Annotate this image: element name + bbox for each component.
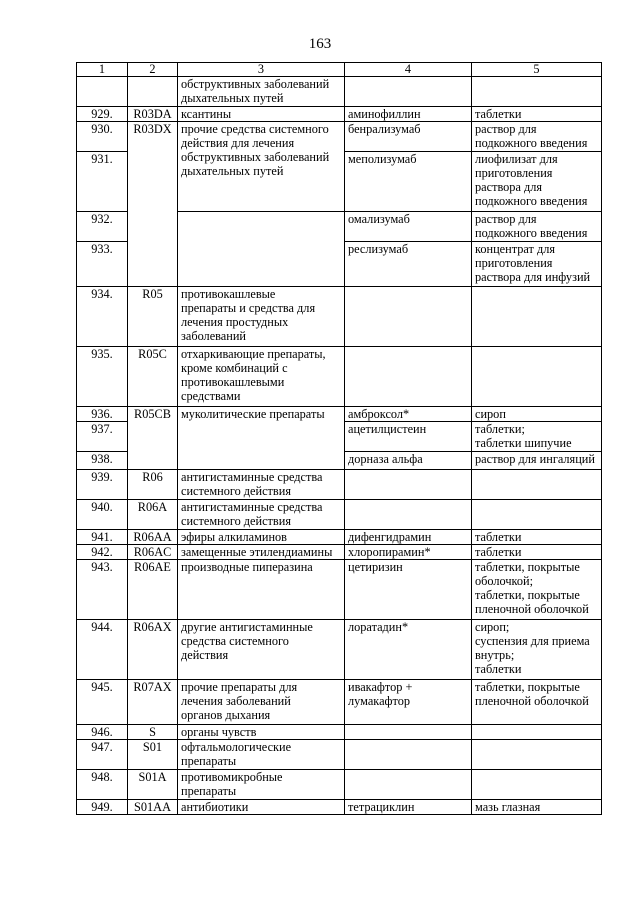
dosage-form-line: подкожного введения <box>475 136 588 150</box>
row-number: 930. <box>77 122 128 152</box>
drug-name-line: цетиризин <box>348 560 403 574</box>
table-body <box>77 77 602 815</box>
atc-code: R03DA <box>128 107 178 122</box>
drug-name <box>345 107 472 122</box>
group-name-line: лечения простудных <box>181 315 289 329</box>
group-name <box>178 407 345 470</box>
row-number: 949. <box>77 800 128 815</box>
table-row <box>77 122 602 152</box>
drug-name-line: бенрализумаб <box>348 122 421 136</box>
group-name <box>178 620 345 680</box>
group-name-line: прочие средства системного <box>181 122 329 136</box>
group-name-line: противокашлевые <box>181 287 276 301</box>
row-number: 936. <box>77 407 128 422</box>
dosage-form-line: подкожного введения <box>475 226 588 240</box>
drug-name <box>345 452 472 470</box>
dosage-form <box>472 212 602 242</box>
table-row <box>77 77 602 107</box>
row-number: 947. <box>77 740 128 770</box>
atc-code: S01A <box>128 770 178 800</box>
atc-code: R06AC <box>128 545 178 560</box>
row-number: 940. <box>77 500 128 530</box>
group-name-line: системного действия <box>181 514 291 528</box>
group-name <box>178 77 345 107</box>
drug-name-line: дорназа альфа <box>348 452 423 466</box>
dosage-form-line: таблетки, покрытые <box>475 680 580 694</box>
group-name <box>178 122 345 212</box>
drug-name-line: тетрациклин <box>348 800 415 814</box>
dosage-form-line: приготовления <box>475 166 553 180</box>
dosage-form-line: таблетки, покрытые <box>475 560 580 574</box>
atc-code: R06AE <box>128 560 178 620</box>
page-number: 163 <box>308 36 332 52</box>
group-name-line: дыхательных путей <box>181 91 284 105</box>
dosage-form <box>472 107 602 122</box>
dosage-form <box>472 620 602 680</box>
drug-name <box>345 77 472 107</box>
table-row <box>77 545 602 560</box>
atc-code: R06 <box>128 470 178 500</box>
dosage-form-line: сироп; <box>475 620 510 634</box>
drug-name-line: ивакафтор + <box>348 680 413 694</box>
atc-code: R05 <box>128 287 178 347</box>
drug-name <box>345 620 472 680</box>
row-number: 945. <box>77 680 128 725</box>
group-name-line: ксантины <box>181 107 232 121</box>
dosage-form-line: таблетки <box>475 107 522 121</box>
drug-name <box>345 800 472 815</box>
dosage-form-line: раствора для <box>475 180 543 194</box>
group-name-line: обструктивных заболеваний <box>181 77 330 91</box>
atc-code: R06A <box>128 500 178 530</box>
group-name-line: эфиры алкиламинов <box>181 530 287 544</box>
dosage-form <box>472 407 602 422</box>
dosage-form <box>472 500 602 530</box>
group-name-line: антибиотики <box>181 800 249 814</box>
row-number <box>77 77 128 107</box>
table-row <box>77 347 602 407</box>
drug-name <box>345 122 472 152</box>
group-name-line: кроме комбинаций с <box>181 361 288 375</box>
dosage-form <box>472 152 602 212</box>
dosage-form <box>472 242 602 287</box>
drug-name-line: дифенгидрамин <box>348 530 432 544</box>
drug-name <box>345 407 472 422</box>
column-header: 5 <box>472 63 602 77</box>
drug-name <box>345 740 472 770</box>
atc-code: R07AX <box>128 680 178 725</box>
table-row <box>77 407 602 422</box>
row-number: 938. <box>77 452 128 470</box>
row-number: 948. <box>77 770 128 800</box>
group-name-line: противокашлевыми <box>181 375 285 389</box>
table-row <box>77 680 602 725</box>
dosage-form-line: таблетки; <box>475 422 525 436</box>
row-number: 939. <box>77 470 128 500</box>
group-name-line: действия <box>181 648 229 662</box>
group-name <box>178 800 345 815</box>
group-name <box>178 770 345 800</box>
group-name-line: лечения заболеваний <box>181 694 291 708</box>
table-row <box>77 620 602 680</box>
dosage-form-line: внутрь; <box>475 648 515 662</box>
dosage-form <box>472 77 602 107</box>
dosage-form <box>472 470 602 500</box>
atc-code: S01AA <box>128 800 178 815</box>
table-row <box>77 800 602 815</box>
table-row <box>77 740 602 770</box>
group-name <box>178 560 345 620</box>
row-number: 931. <box>77 152 128 212</box>
dosage-form <box>472 287 602 347</box>
group-name-line: антигистаминные средства <box>181 470 323 484</box>
drug-name-line: омализумаб <box>348 212 410 226</box>
group-name-line: системного действия <box>181 484 291 498</box>
dosage-form-line: оболочкой; <box>475 574 534 588</box>
atc-code: S <box>128 725 178 740</box>
group-name <box>178 545 345 560</box>
dosage-form <box>472 530 602 545</box>
table-row <box>77 107 602 122</box>
dosage-form <box>472 422 602 452</box>
row-number: 941. <box>77 530 128 545</box>
dosage-form-line: мазь глазная <box>475 800 541 814</box>
row-number: 932. <box>77 212 128 242</box>
row-number: 943. <box>77 560 128 620</box>
drug-name-line: аминофиллин <box>348 107 421 121</box>
table-row <box>77 287 602 347</box>
drug-name <box>345 470 472 500</box>
group-name <box>178 470 345 500</box>
group-name-line: замещенные этилендиамины <box>181 545 333 559</box>
group-name <box>178 500 345 530</box>
group-name-line: муколитические препараты <box>181 407 325 421</box>
group-name <box>178 107 345 122</box>
group-name-line: органов дыхания <box>181 708 271 722</box>
drug-name-line: амброксол* <box>348 407 410 421</box>
drug-name <box>345 287 472 347</box>
dosage-form <box>472 680 602 725</box>
dosage-form-line: таблетки, покрытые <box>475 588 580 602</box>
group-name-line: препараты <box>181 784 237 798</box>
dosage-form-line: пленочной оболочкой <box>475 602 589 616</box>
dosage-form <box>472 770 602 800</box>
drug-name <box>345 212 472 242</box>
drug-list-table <box>76 62 602 815</box>
group-name-line: препараты и средства для <box>181 301 316 315</box>
drug-name <box>345 152 472 212</box>
table-row <box>77 770 602 800</box>
table-row <box>77 530 602 545</box>
group-name-line: отхаркивающие препараты, <box>181 347 326 361</box>
group-name <box>178 212 345 287</box>
drug-name <box>345 347 472 407</box>
column-header: 4 <box>345 63 472 77</box>
atc-code: R05C <box>128 347 178 407</box>
drug-name-line: меполизумаб <box>348 152 417 166</box>
group-name-line: офтальмологические <box>181 740 292 754</box>
dosage-form <box>472 800 602 815</box>
group-name-line: производные пиперазина <box>181 560 313 574</box>
drug-name-line: реслизумаб <box>348 242 409 256</box>
dosage-form-line: таблетки <box>475 662 522 676</box>
row-number: 942. <box>77 545 128 560</box>
table-header-row <box>77 63 602 77</box>
dosage-form <box>472 725 602 740</box>
group-name <box>178 347 345 407</box>
group-name-line: действия для лечения <box>181 136 295 150</box>
column-header: 1 <box>77 63 128 77</box>
drug-name <box>345 422 472 452</box>
table-row <box>77 560 602 620</box>
atc-code: R05CB <box>128 407 178 470</box>
atc-code: R06AA <box>128 530 178 545</box>
drug-name <box>345 560 472 620</box>
group-name-line: дыхательных путей <box>181 164 284 178</box>
dosage-form-line: раствора для инфузий <box>475 270 591 284</box>
dosage-form-line: приготовления <box>475 256 553 270</box>
dosage-form-line: суспензия для приема <box>475 634 590 648</box>
drug-name <box>345 545 472 560</box>
row-number: 929. <box>77 107 128 122</box>
table-row <box>77 725 602 740</box>
group-name <box>178 530 345 545</box>
group-name <box>178 740 345 770</box>
dosage-form-line: концентрат для <box>475 242 556 256</box>
group-name-line: противомикробные <box>181 770 283 784</box>
atc-code: R06AX <box>128 620 178 680</box>
dosage-form-line: пленочной оболочкой <box>475 694 589 708</box>
drug-name <box>345 725 472 740</box>
drug-name <box>345 530 472 545</box>
dosage-form-line: подкожного введения <box>475 194 588 208</box>
group-name-line: другие антигистаминные <box>181 620 313 634</box>
drug-name <box>345 500 472 530</box>
atc-code: S01 <box>128 740 178 770</box>
group-name-line: органы чувств <box>181 725 257 739</box>
drug-name <box>345 770 472 800</box>
drug-name-line: лоратадин* <box>348 620 409 634</box>
table-row <box>77 500 602 530</box>
row-number: 946. <box>77 725 128 740</box>
dosage-form-line: таблетки шипучие <box>475 436 572 450</box>
group-name-line: антигистаминные средства <box>181 500 323 514</box>
drug-name-line: лумакафтор <box>348 694 411 708</box>
table-row <box>77 470 602 500</box>
drug-name-line: хлоропирамин* <box>348 545 431 559</box>
group-name-line: заболеваний <box>181 329 246 343</box>
dosage-form <box>472 545 602 560</box>
dosage-form-line: раствор для <box>475 212 537 226</box>
row-number: 944. <box>77 620 128 680</box>
group-name-line: средствами <box>181 389 241 403</box>
dosage-form-line: раствор для ингаляций <box>475 452 595 466</box>
dosage-form <box>472 740 602 770</box>
drug-name <box>345 680 472 725</box>
group-name-line: обструктивных заболеваний <box>181 150 330 164</box>
row-number: 935. <box>77 347 128 407</box>
dosage-form-line: раствор для <box>475 122 537 136</box>
drug-name <box>345 242 472 287</box>
drug-name-line: ацетилцистеин <box>348 422 427 436</box>
column-header: 2 <box>128 63 178 77</box>
dosage-form <box>472 452 602 470</box>
column-header: 3 <box>178 63 345 77</box>
dosage-form <box>472 560 602 620</box>
dosage-form-line: лиофилизат для <box>475 152 558 166</box>
atc-code: R03DX <box>128 122 178 287</box>
dosage-form-line: таблетки <box>475 530 522 544</box>
group-name <box>178 287 345 347</box>
group-name-line: средства системного <box>181 634 289 648</box>
group-name-line: прочие препараты для <box>181 680 298 694</box>
row-number: 937. <box>77 422 128 452</box>
atc-code <box>128 77 178 107</box>
dosage-form-line: сироп <box>475 407 506 421</box>
row-number: 933. <box>77 242 128 287</box>
dosage-form-line: таблетки <box>475 545 522 559</box>
dosage-form <box>472 347 602 407</box>
dosage-form <box>472 122 602 152</box>
group-name <box>178 725 345 740</box>
row-number: 934. <box>77 287 128 347</box>
group-name <box>178 680 345 725</box>
group-name-line: препараты <box>181 754 237 768</box>
